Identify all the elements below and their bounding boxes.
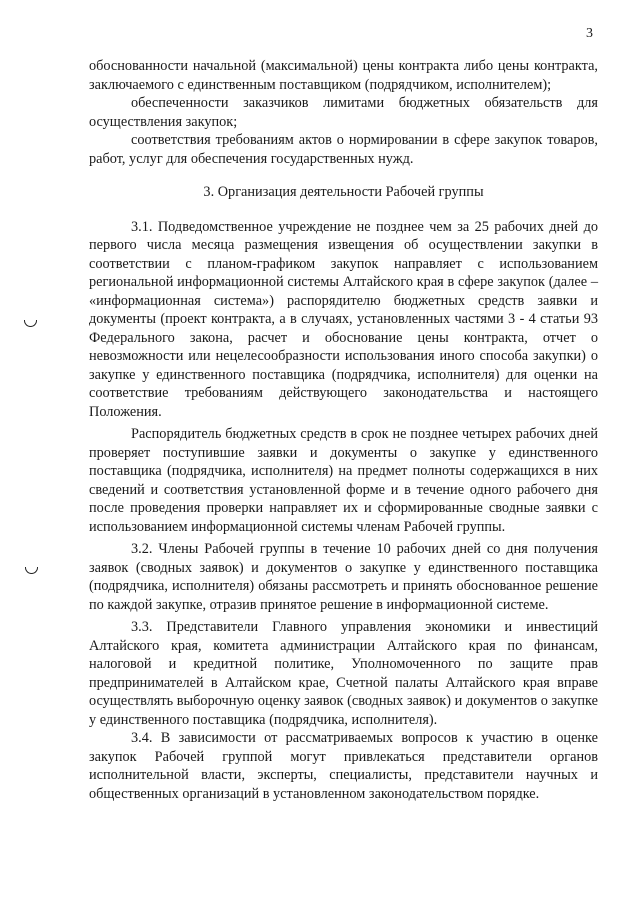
list-item: обоснованности начальной (максимальной) цены контракта либо цены контракта, заключаемого с единственным поставщиком (подрядчиком, исполнителем); — [89, 58, 598, 93]
paragraph-3-4: 3.4. В зависимости от рассматриваемых вопросов к участию в оценке закупок Рабочей группой могут привлекаться представители органов исполнительной власти, эксперты, специалисты, представители научных и общественных организаций в установленном законодательством порядке. — [89, 730, 598, 802]
paragraph-3-2: 3.2. Члены Рабочей группы в течение 10 рабочих дней со дня получения заявок (сводных заявок) и документов о закупке у единственного поставщика (подрядчика, исполнителя) обязаны рассмотреть и принять обоснованное решение по каждой закупке, отразив принятое решение в информационной системе. — [89, 541, 598, 613]
section-title: 3. Организация деятельности Рабочей группы — [203, 184, 484, 200]
list-item: соответствия требованиям актов о нормировании в сфере закупок товаров, работ, услуг для обеспечения государственных нужд. — [89, 132, 598, 167]
paragraph-3-3: 3.3. Представители Главного управления экономики и инвестиций Алтайского края, комитета администрации Алтайского края по финансам, налоговой и кредитной политике, Уполномоченного по защите прав предпринимателей в Алтайском крае, Счетной палаты Алтайского края вправе осуществлять выборочную оценку заявок (сводных заявок) и документов о закупке у единственного поставщика (подрядчика, исполнителя). — [89, 619, 598, 728]
binding-hole-mark — [25, 567, 38, 574]
binding-hole-mark — [24, 320, 37, 327]
paragraph-3-1-continued: Распорядитель бюджетных средств в срок не позднее четырех рабочих дней проверяет поступившие заявки и документы о закупке у единственного поставщика (подрядчика, исполнителя) на предмет полноты содержащихся в них сведений и соответствия установленной форме и в течение одного рабочего дня после проведения проверки направляет их и сформированные сводные заявки с использованием информационной системы членам Рабочей группы. — [89, 426, 598, 535]
page-number: 3 — [586, 26, 593, 41]
list-item: обеспеченности заказчиков лимитами бюджетных обязательств для осуществления закупок; — [89, 95, 598, 130]
paragraph-3-1: 3.1. Подведомственное учреждение не позднее чем за 25 рабочих дней до первого числа месяца размещения извещения об осуществлении закупки в соответствии с планом-графиком закупок направляет с использованием региональной информационной системы Алтайского края в сфере закупок (далее – «информационная система») распорядителю бюджетных средств заявки и документы (проект контракта, а в случаях, установленных частями 3 - 4 статьи 93 Федерального закона, расчет и обоснование цены контракта, отчет о невозможности или нецелесообразности использования иного способа закупки) о закупке у единственного поставщика (подрядчика, исполнителя) для оценки на соответствие требованиям действующего законодательства и настоящего Положения. — [89, 218, 598, 420]
document-body — [89, 57, 598, 803]
